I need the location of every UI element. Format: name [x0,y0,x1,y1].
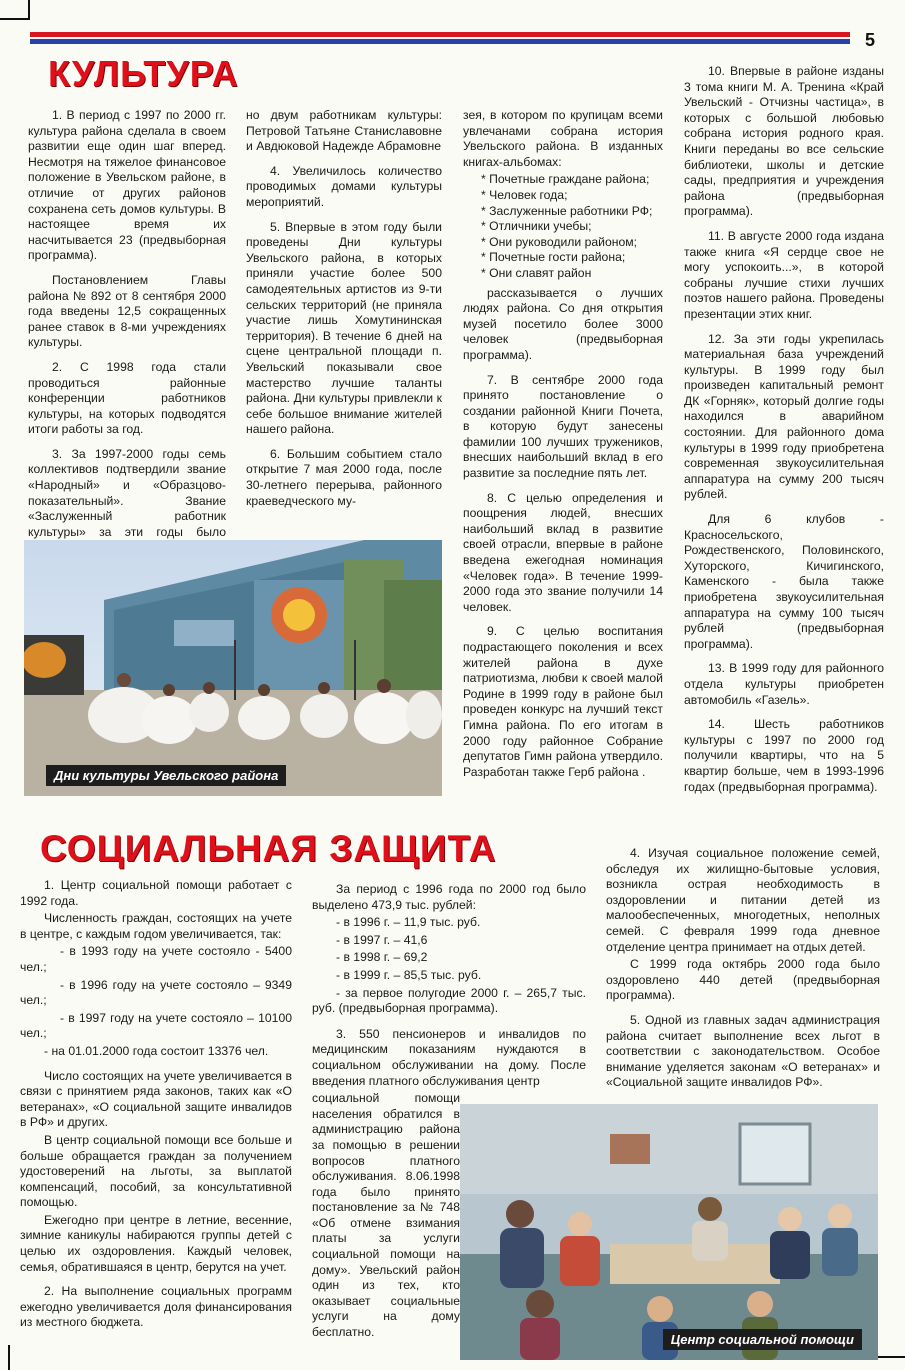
header-stripe-red [30,32,850,37]
culture-paragraph: 9. С целью воспитания подрастающего поколения и всех жителей района в духе патриотизма, любви к своей малой Родине в 1999 году в районе был проведен конкурс на лучший текст Гимна района. По его итогам в 2000 году районное Собрание депутатов Гимн района утвердило. Разработан также Герб района . [463,624,663,779]
culture-paragraph: 4. Увеличилось количество проводимых домами культуры мероприятий. [246,163,442,209]
culture-column-4 [684,64,884,804]
culture-paragraph: рассказывается о лучших людях района. Со дня открытия музей посетило более 3000 человек (предвыборная программа). [463,285,663,362]
page-number: 5 [864,30,875,50]
funding-item: - в 1998 г. – 69,2 [336,950,428,965]
social-paragraph: 5. Одной из главных задач администрация района считает выполнение всех льгот в соответствии с законодательством. Особое внимание уделяется законам «О ветеранах» и «Социальной защите инвалидов РФ». [606,1012,880,1090]
list-item: * Заслуженные работники РФ; [481,204,663,220]
social-paragraph: Ежегодно при центре в летние, весенние, зимние каникулы набираются группы детей с целью их оздоровления. Каждый человек, семья, обратившаяся в центр, берутся на учет. [20,1212,292,1274]
social-paragraph: - в 1997 году на учете состояло – 10100 чел.; [20,1010,292,1041]
social-photo-caption: Центр социальной помощи [663,1329,862,1350]
culture-paragraph: 12. За эти годы укрепилась материальная база учреждений культуры. В 1999 году был произведен капитальный ремонт ДК «Горняк», который долгие годы находился в аварийном состоянии. Для районного дома культуры в 1999 году приобретена современная звукоусилительная аппаратура на сумму 200 тысяч рублей. [684,331,884,502]
culture-paragraph: 14. Шесть работников культуры с 1997 по 2000 год получили квартиры, что на 5 квартир больше, чем в 1993-1996 годах (предвыборная программа). [684,717,884,794]
social-paragraph: 1. Центр социальной помощи работает с 1992 года. [20,878,292,908]
crop-mark-top-left-v [28,0,30,18]
culture-days-photo [24,540,442,796]
culture-paragraph: 3. За 1997-2000 годы семь коллективов подтвердили звание «Народный» и «Образцово-показательный». Звание «Заслуженный работник культуры» за эти годы было [28,446,226,539]
list-item: * Отличники учебы; [481,219,663,235]
funding-item: - в 1999 г. – 85,5 тыс. руб. [336,967,482,982]
culture-paragraph: 6. Большим событием стало открытие 7 мая 2000 года, после 30-летнего перерыва, районного краеведческого му- [246,446,442,508]
list-item: * Почетные граждане района; [481,172,663,188]
list-item: * Они славят район [481,266,663,282]
social-center-photo [460,1104,878,1360]
social-paragraph: - в 1996 году на учете состояло – 9349 чел.; [20,977,292,1008]
culture-section-title: КУЛЬТУРА [48,53,239,94]
museum-albums-list [463,172,663,281]
culture-paragraph: зея, в котором по крупицам всеми увлечанами собрана история Увельского района. В изданных книгах-альбомах: [463,108,663,169]
culture-paragraph: Постановлением Главы района № 892 от 8 сентября 2000 года введены 12,5 сокращенных ранее ставок в 8-ми учреждениях культуры. [28,272,226,350]
culture-paragraph: 10. Впервые в районе изданы 3 тома книги М. А. Тренина «Край Увельский - Отчизны частица», в которых с большой любовью собрана история родного края. Книги переданы во все сельские библиотеки, школы и детские сады, предприятия и учреждения района (предвыборная программа). [684,64,884,219]
social-column-1 [20,878,292,1340]
funding-item: - в 1997 г. – 41,6 [336,932,428,947]
header-stripe-blue [30,39,850,44]
culture-paragraph: Для 6 клубов - Красносельского, Рождественского, Половинского, Хуторского, Кичигинского, Каменского - была также приобретена звукоусилительная аппаратура на сумму 100 тысяч рублей (предвыборная программа). [684,512,884,651]
culture-photo-caption: Дни культуры Увельского района [46,765,286,786]
social-paragraph: 3. 550 пенсионеров и инвалидов по медицинским показаниям нуждаются в социальном обслуживании на дому. После введения платного обслуживания центр [312,1026,586,1088]
social-section-title: СОЦИАЛЬНАЯ ЗАЩИТА [40,828,497,869]
social-paragraph: - в 1993 году на учете состояло - 5400 чел.; [20,944,292,974]
funding-item: - в 1996 г. – 11,9 тыс. руб. [336,915,481,930]
culture-paragraph: но двум работникам культуры: Петровой Татьяне Станиславовне и Авдюковой Надежде Абрамовне [246,108,442,154]
culture-column-3 [463,108,663,789]
social-center-scene [460,1104,878,1360]
culture-paragraph: 11. В августе 2000 года издана также книга «Я сердце свое не могу успокоить...», в которой собраны лучшие стихи лучших поэтов нашего района. Проведены презентации этих книг. [684,228,884,321]
crop-mark-top-left-h [0,18,30,20]
culture-paragraph: 1. В период с 1997 по 2000 гг. культура района сделала в своем развитии еще один шаг вперед. Несмотря на тяжелое финансовое положение в Увельском районе, в отличие от других районов сохранена сеть домов культуры. В настоящее время их насчитывается 23 (предвыборная программа). [28,108,226,263]
social-paragraph: Число состоящих на учете увеличивается в связи с принятием ряда законов, таких как «О ветеранах», «О социальной защите инвалидов в РФ» и других. [20,1068,292,1130]
crop-mark-bottom-left-v [8,1345,10,1370]
social-paragraph: С 1999 года октябрь 2000 года было оздоровлено 440 детей (предвыборная программа). [606,957,880,1003]
culture-column-1 [28,108,226,565]
list-item: * Человек года; [481,188,663,204]
list-item: * Они руководили районом; [481,235,663,251]
social-paragraph: 4. Изучая социальное положение семей, обследуя их жилищно-бытовые условия, возникла острая необходимость в оздоровлении и питании детей из малообеспеченных, многодетных, неполных семей. С февраля 1999 года дневное отделение центра принимает на отдых детей. [606,846,880,954]
social-column-3 [606,846,880,1100]
social-paragraph: Численность граждан, состоящих на учете в центре, с каждым годом увеличивается, так: [20,911,292,941]
culture-paragraph: 2. С 1998 года стали проводиться районные конференции работников культуры, на которых подводятся итоги работы за год. [28,359,226,437]
culture-paragraph: 5. Впервые в этом году были проведены Дни культуры Увельского района, в которых приняли участие более 500 самодеятельных артистов из 9-ти сельских территорий (не приняла участие лишь Хомутининская территория). В течение 6 дней на сцене центральной площади п. Увельский показывали свое мастерство лучшие таланты района. Дни культуры привлекли к себе большое внимание жителей нашего района. [246,219,442,437]
culture-column-2 [246,108,442,518]
culture-paragraph: 8. С целью определения и поощрения людей, внесших наибольший вклад в развитие своей отрасли, впервые в районе введена ежегодная номинация «Человек года». В течение 1999-2000 года это звание получили 14 человек. [463,490,663,614]
culture-days-scene [24,540,442,796]
social-paragraph: За период с 1996 года по 2000 год было выделено 473,9 тыс. рублей: [312,882,586,912]
culture-paragraph: 13. В 1999 году для районного отдела культуры приобретен автомобиль «Газель». [684,661,884,707]
social-paragraph: В центр социальной помощи все больше и больше обращается граждан за получением удостоверений на льготы, за выплатой компенсаций, пособий, за консультативной помощью. [20,1132,292,1210]
social-paragraph: - на 01.01.2000 года состоит 13376 чел. [44,1043,269,1058]
funding-item: - за первое полугодие 2000 г. – 265,7 тыс. руб. (предвыборная программа). [312,985,586,1016]
social-paragraph: 2. На выполнение социальных программ ежегодно увеличивается доля финансирования из местного бюджета. [20,1284,292,1330]
social-paragraph: социальной помощи населения обратился в администрацию района за помощью в решении вопросов платного обслуживания. 8.06.1998 года было принято постановление за № 748 «Об отмене взимания платы за услуги социальной помощи на дому». Увельский район один из тех, кто оказывает социальные услуги на дому бесплатно. [312,1091,460,1340]
list-item: * Почетные гости района; [481,250,663,266]
culture-paragraph: 7. В сентябре 2000 года принято постановление о создании районной Книги Почета, в которую будут занесены фамилии 100 лучших тружеников, внесших наибольший вклад в его развитие за последние пять лет. [463,372,663,481]
